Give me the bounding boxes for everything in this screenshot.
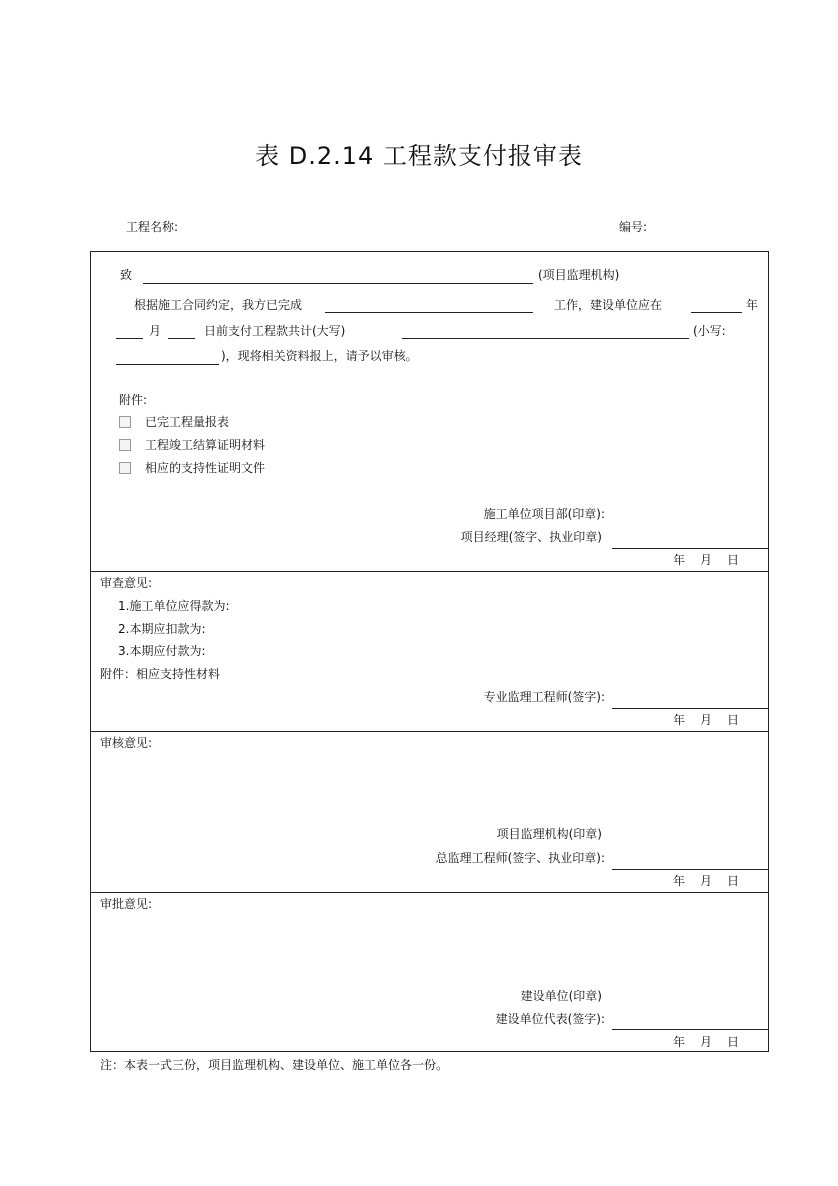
year-field[interactable] [691, 312, 742, 313]
to-label: 致 [120, 268, 133, 282]
footnote: 注：本表一式三份，项目监理机构、建设单位、施工单位各一份。 [100, 1058, 449, 1072]
date-month: 月 [700, 713, 713, 727]
date-year: 年 [673, 874, 686, 888]
date-year: 年 [673, 553, 686, 567]
date-day: 日 [727, 1035, 740, 1049]
date-year: 年 [673, 1035, 686, 1049]
attachments-label: 附件: [119, 393, 148, 407]
date-month: 月 [700, 1035, 713, 1049]
signature-line[interactable] [612, 1029, 769, 1030]
review-label: 审查意见: [100, 576, 153, 590]
date-year: 年 [673, 713, 686, 727]
owner-rep-label: 建设单位代表(签字): [495, 1012, 605, 1026]
project-name-label: 工程名称: [126, 220, 179, 234]
section-divider [90, 571, 769, 572]
checkbox-supporting-docs[interactable] [119, 462, 131, 474]
work-field[interactable] [325, 312, 533, 313]
approval-label: 审批意见: [100, 897, 153, 911]
to-suffix: (项目监理机构) [538, 268, 620, 282]
amount-capital-field[interactable] [402, 338, 689, 339]
signature-line[interactable] [612, 869, 769, 870]
review-attachment: 附件：相应支持性材料 [100, 667, 221, 681]
line2-mid: 日前支付工程款共计(大写) [204, 324, 346, 338]
attachment-item: 工程竣工结算证明材料 [145, 438, 266, 452]
attachment-item: 已完工程量报表 [145, 415, 230, 429]
date-month: 月 [700, 553, 713, 567]
checkbox-settlement-proof[interactable] [119, 439, 131, 451]
date-month: 月 [700, 874, 713, 888]
section-divider [90, 731, 769, 732]
month-field[interactable] [116, 338, 143, 339]
year-label: 年 [746, 298, 759, 312]
chief-engineer-label: 总监理工程师(签字、执业印章): [435, 851, 605, 865]
amount-figure-field[interactable] [116, 364, 219, 365]
recipient-field[interactable] [143, 283, 533, 284]
audit-label: 审核意见: [100, 736, 153, 750]
supervision-org-label: 项目监理机构(印章) [496, 827, 602, 841]
checkbox-completed-quantity[interactable] [119, 416, 131, 428]
date-day: 日 [727, 553, 740, 567]
month-label: 月 [149, 324, 162, 338]
date-day: 日 [727, 874, 740, 888]
line1-mid: 工作，建设单位应在 [554, 298, 663, 312]
owner-org-label: 建设单位(印章) [520, 989, 602, 1003]
contractor-dept-label: 施工单位项目部(印章): [483, 507, 605, 521]
engineer-label: 专业监理工程师(签字): [483, 690, 605, 704]
attachment-item: 相应的支持性证明文件 [145, 461, 266, 475]
review-item: 3.本期应付款为: [118, 644, 206, 658]
signature-line[interactable] [612, 548, 769, 549]
small-write-label: (小写: [693, 324, 726, 338]
line1-prefix: 根据施工合同约定，我方已完成 [134, 298, 303, 312]
page-title: 表 D.2.14 工程款支付报审表 [255, 142, 583, 170]
signature-line[interactable] [612, 708, 769, 709]
number-label: 编号: [619, 220, 648, 234]
section-divider [90, 892, 769, 893]
review-item: 1.施工单位应得款为: [118, 599, 230, 613]
review-item: 2.本期应扣款为: [118, 622, 206, 636]
project-manager-label: 项目经理(签字、执业印章) [460, 530, 602, 544]
day-field[interactable] [168, 338, 195, 339]
line3-suffix: )，现将相关资料报上，请予以审核。 [221, 349, 418, 363]
date-day: 日 [727, 713, 740, 727]
